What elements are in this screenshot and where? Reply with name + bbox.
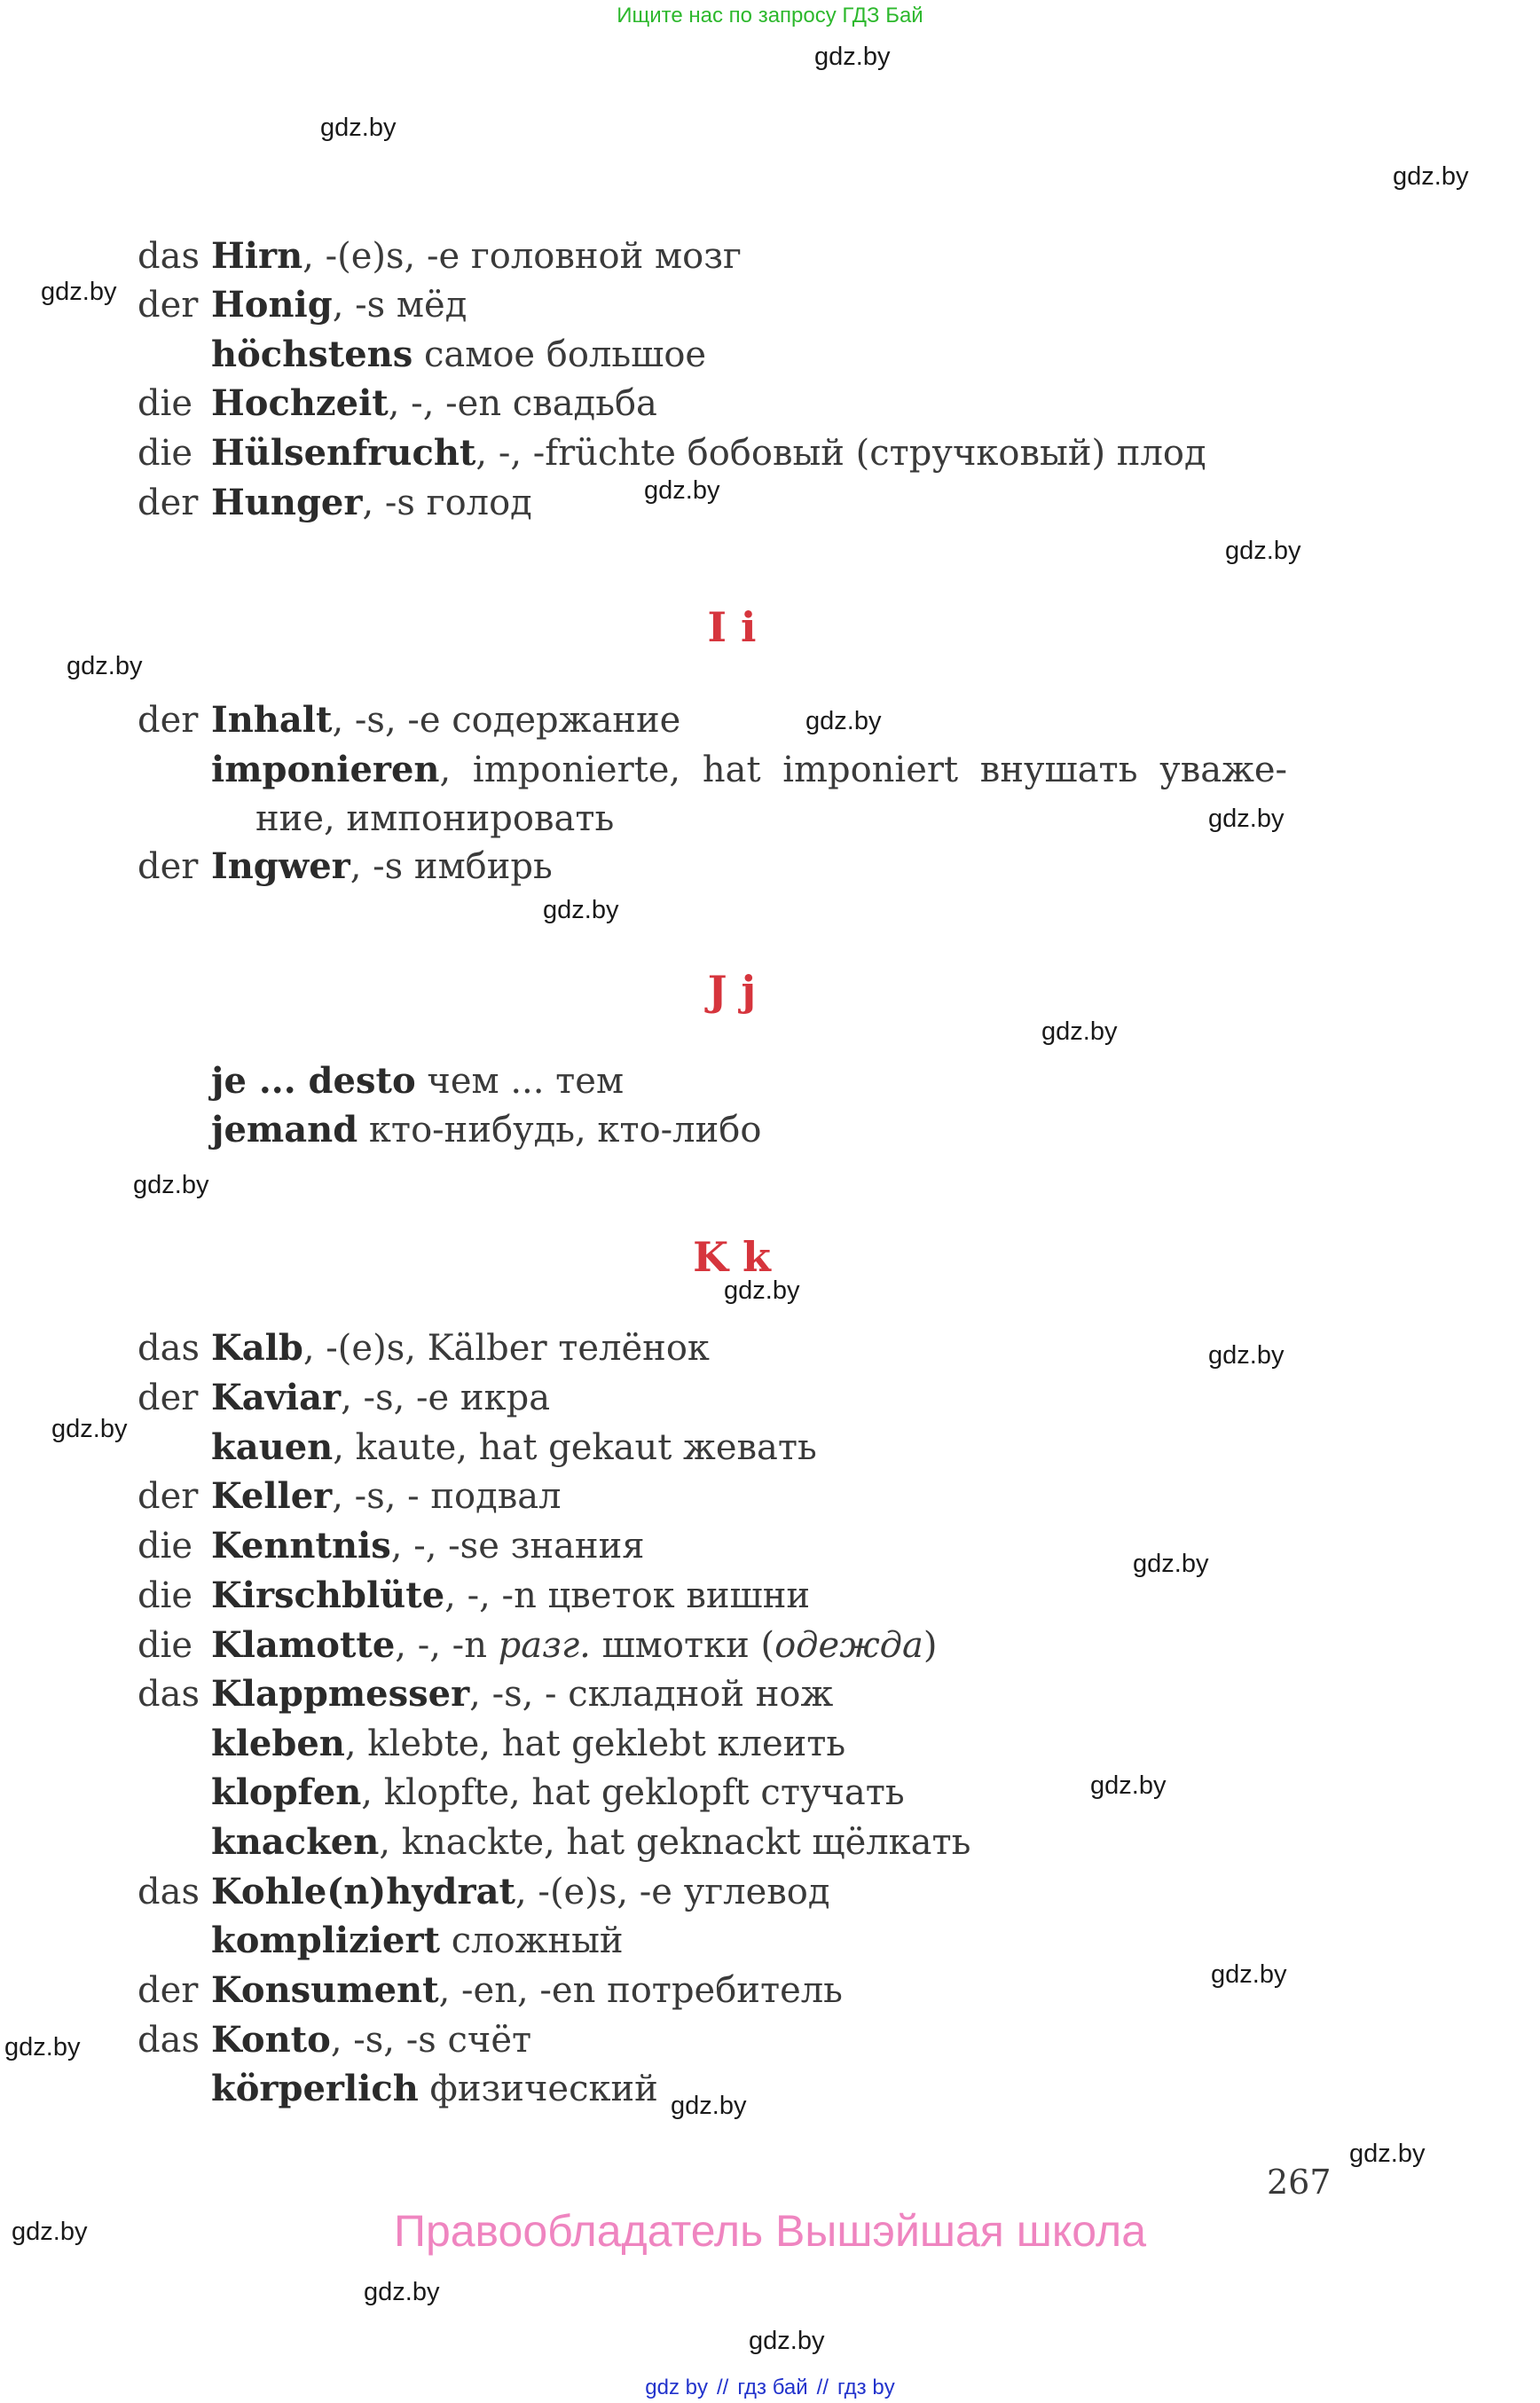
entry-definition: , kaute, hat gekaut жевать — [333, 1427, 817, 1468]
entry-definition: сложный — [440, 1920, 624, 1961]
dictionary-entry — [211, 1821, 971, 1863]
rights-notice: Правообладатель Вышэйшая школа — [394, 2206, 1146, 2256]
entry-definition: ) — [923, 1625, 938, 1666]
dictionary-entry — [138, 482, 532, 523]
headword: Ingwer — [211, 845, 350, 887]
watermark: gdz.by — [1041, 1017, 1118, 1046]
entry-definition: шмотки ( — [590, 1625, 775, 1666]
article: die — [138, 1575, 193, 1616]
headword: Kalb — [211, 1327, 303, 1369]
dictionary-entry — [138, 1969, 843, 2011]
entry-definition: , -s, -e содержание — [332, 700, 681, 741]
watermark: gdz.by — [1090, 1771, 1167, 1800]
entry-definition: , -en, -en потребитель — [438, 1970, 843, 2011]
headword: klopfen — [211, 1771, 362, 1813]
headword: Konsument — [211, 1969, 439, 2011]
headword: kleben — [211, 1723, 345, 1764]
dictionary-entry — [138, 699, 681, 741]
watermark: gdz.by — [724, 1276, 800, 1305]
dictionary-entry — [138, 1871, 830, 1912]
footer-separator: // — [816, 2376, 829, 2399]
article: der — [138, 1970, 199, 2011]
dictionary-entry — [211, 1426, 817, 1468]
headword: Hirn — [211, 235, 303, 277]
watermark: gdz.by — [1208, 805, 1285, 833]
headword: Kenntnis — [211, 1525, 391, 1567]
entry-definition: , -, -se знания — [390, 1526, 645, 1567]
headword: je ... desto — [211, 1060, 416, 1102]
article: das — [138, 1872, 200, 1912]
entry-definition: , -s, -s счёт — [330, 2020, 532, 2061]
header-note[interactable]: Ищите нас по запросу ГДЗ Бай — [617, 4, 923, 27]
dictionary-entry — [138, 432, 1206, 474]
headword: körperlich — [211, 2068, 419, 2109]
watermark: gdz.by — [41, 278, 117, 306]
entry-definition: , -s, -e икра — [341, 1378, 551, 1418]
entry-definition: , -, -früchte бобовый (стручковый) плод — [475, 433, 1206, 474]
entry-definition: чем ... тем — [415, 1061, 625, 1102]
watermark: gdz.by — [1349, 2140, 1426, 2168]
dictionary-entry — [211, 1771, 905, 1813]
dictionary-entry — [138, 235, 742, 277]
entry-definition: самое большое — [412, 334, 707, 375]
watermark: gdz.by — [671, 2092, 747, 2120]
entry-definition: , -s имбирь — [350, 846, 553, 887]
footer-link[interactable]: gdz by — [645, 2376, 708, 2399]
dictionary-entry — [138, 284, 468, 326]
entry-definition: физический — [418, 2069, 658, 2109]
headword: knacken — [211, 1821, 380, 1863]
watermark: gdz.by — [1393, 162, 1469, 191]
entry-definition: , -(e)s, -e углевод — [515, 1872, 830, 1912]
dictionary-entry — [138, 2019, 532, 2061]
article: das — [138, 236, 200, 277]
headword: kauen — [211, 1426, 334, 1468]
entry-definition: , -(e)s, -e головной мозг — [302, 236, 742, 277]
dictionary-entry — [211, 1723, 846, 1764]
headword: Hunger — [211, 482, 363, 523]
footer-links — [0, 2376, 1540, 2400]
watermark: gdz.by — [749, 2327, 825, 2355]
headword: höchstens — [211, 334, 413, 375]
entry-definition: , -s, - складной нож — [469, 1674, 834, 1715]
watermark: gdz.by — [814, 43, 891, 71]
watermark: gdz.by — [805, 707, 882, 735]
dictionary-entry — [211, 1109, 762, 1150]
usage-label: одежда — [774, 1625, 923, 1666]
entry-definition: , -, -n цветок вишни — [444, 1575, 811, 1616]
article: der — [138, 1476, 199, 1517]
headword: Konto — [211, 2019, 331, 2061]
dictionary-entry — [138, 1624, 938, 1666]
watermark: gdz.by — [51, 1415, 128, 1443]
headword: Honig — [211, 284, 333, 326]
entry-definition: , klebte, hat geklebt клеить — [344, 1724, 846, 1764]
dictionary-entry — [138, 1525, 645, 1567]
entry-definition: , -, -en свадьба — [388, 383, 657, 424]
article: der — [138, 846, 199, 887]
footer-link[interactable]: гдз бай — [737, 2376, 808, 2399]
watermark: gdz.by — [4, 2033, 81, 2061]
dictionary-entry — [138, 1327, 710, 1369]
dictionary-entry — [211, 1060, 625, 1102]
dictionary-entry — [138, 1575, 811, 1616]
headword: Inhalt — [211, 699, 333, 741]
watermark: gdz.by — [1133, 1550, 1209, 1578]
headword: Klappmesser — [211, 1673, 470, 1715]
entry-definition: , knackte, hat geknackt щёлкать — [379, 1822, 971, 1863]
section-heading-k: K k — [693, 1233, 771, 1281]
dictionary-entry — [138, 1475, 562, 1517]
headword: Hülsenfrucht — [211, 432, 476, 474]
page-number: 267 — [1267, 2163, 1332, 2202]
watermark: gdz.by — [133, 1171, 209, 1199]
section-heading-j: J j — [707, 967, 757, 1015]
article: das — [138, 1328, 200, 1369]
article: der — [138, 700, 199, 741]
article: der — [138, 1378, 199, 1418]
entry-definition: , -(e)s, Kälber телёнок — [302, 1328, 710, 1369]
watermark: gdz.by — [1211, 1960, 1287, 1989]
headword: Keller — [211, 1475, 333, 1517]
dictionary-entry — [211, 749, 1288, 790]
entry-definition: , imponierte, hat imponiert внушать уваже- — [439, 750, 1288, 790]
headword: Hochzeit — [211, 382, 389, 424]
article: die — [138, 433, 193, 474]
watermark: gdz.by — [364, 2278, 440, 2306]
watermark: gdz.by — [12, 2218, 88, 2246]
entry-definition: , -s, - подвал — [332, 1476, 562, 1517]
headword: jemand — [211, 1109, 358, 1150]
dictionary-entry — [138, 382, 657, 424]
dictionary-entry — [138, 1673, 834, 1715]
headword: Kirschblüte — [211, 1575, 445, 1616]
article: die — [138, 383, 193, 424]
article: das — [138, 2020, 200, 2061]
entry-continuation — [255, 798, 615, 839]
entry-definition: ние, импонировать — [255, 798, 615, 839]
watermark: gdz.by — [1225, 537, 1301, 565]
article: die — [138, 1625, 193, 1666]
watermark: gdz.by — [644, 476, 720, 505]
dictionary-entry — [138, 1377, 551, 1418]
entry-definition: , -s голод — [362, 483, 532, 523]
footer-link[interactable]: гдз by — [837, 2376, 895, 2399]
article: die — [138, 1526, 193, 1567]
article: das — [138, 1674, 200, 1715]
headword: imponieren — [211, 749, 440, 790]
dictionary-entry — [211, 2068, 658, 2109]
headword: Kohle(n)hydrat — [211, 1871, 515, 1912]
entry-definition: , -s мёд — [332, 285, 468, 326]
watermark: gdz.by — [67, 652, 143, 680]
entry-definition: , -, -n — [395, 1625, 499, 1666]
headword: Kaviar — [211, 1377, 342, 1418]
watermark: gdz.by — [1208, 1341, 1285, 1370]
entry-definition: кто-нибудь, кто-либо — [358, 1110, 762, 1150]
dictionary-entry — [138, 845, 553, 887]
usage-label: разг. — [498, 1625, 591, 1666]
watermark: gdz.by — [320, 114, 397, 142]
dictionary-entry — [211, 1920, 624, 1961]
dictionary-entry — [211, 334, 707, 375]
section-heading-i: I i — [707, 603, 757, 651]
headword: Klamotte — [211, 1624, 396, 1666]
entry-definition: , klopfte, hat geklopft стучать — [361, 1772, 905, 1813]
watermark: gdz.by — [543, 896, 619, 924]
article: der — [138, 285, 199, 326]
footer-separator: // — [717, 2376, 729, 2399]
article: der — [138, 483, 199, 523]
headword: kompliziert — [211, 1920, 440, 1961]
